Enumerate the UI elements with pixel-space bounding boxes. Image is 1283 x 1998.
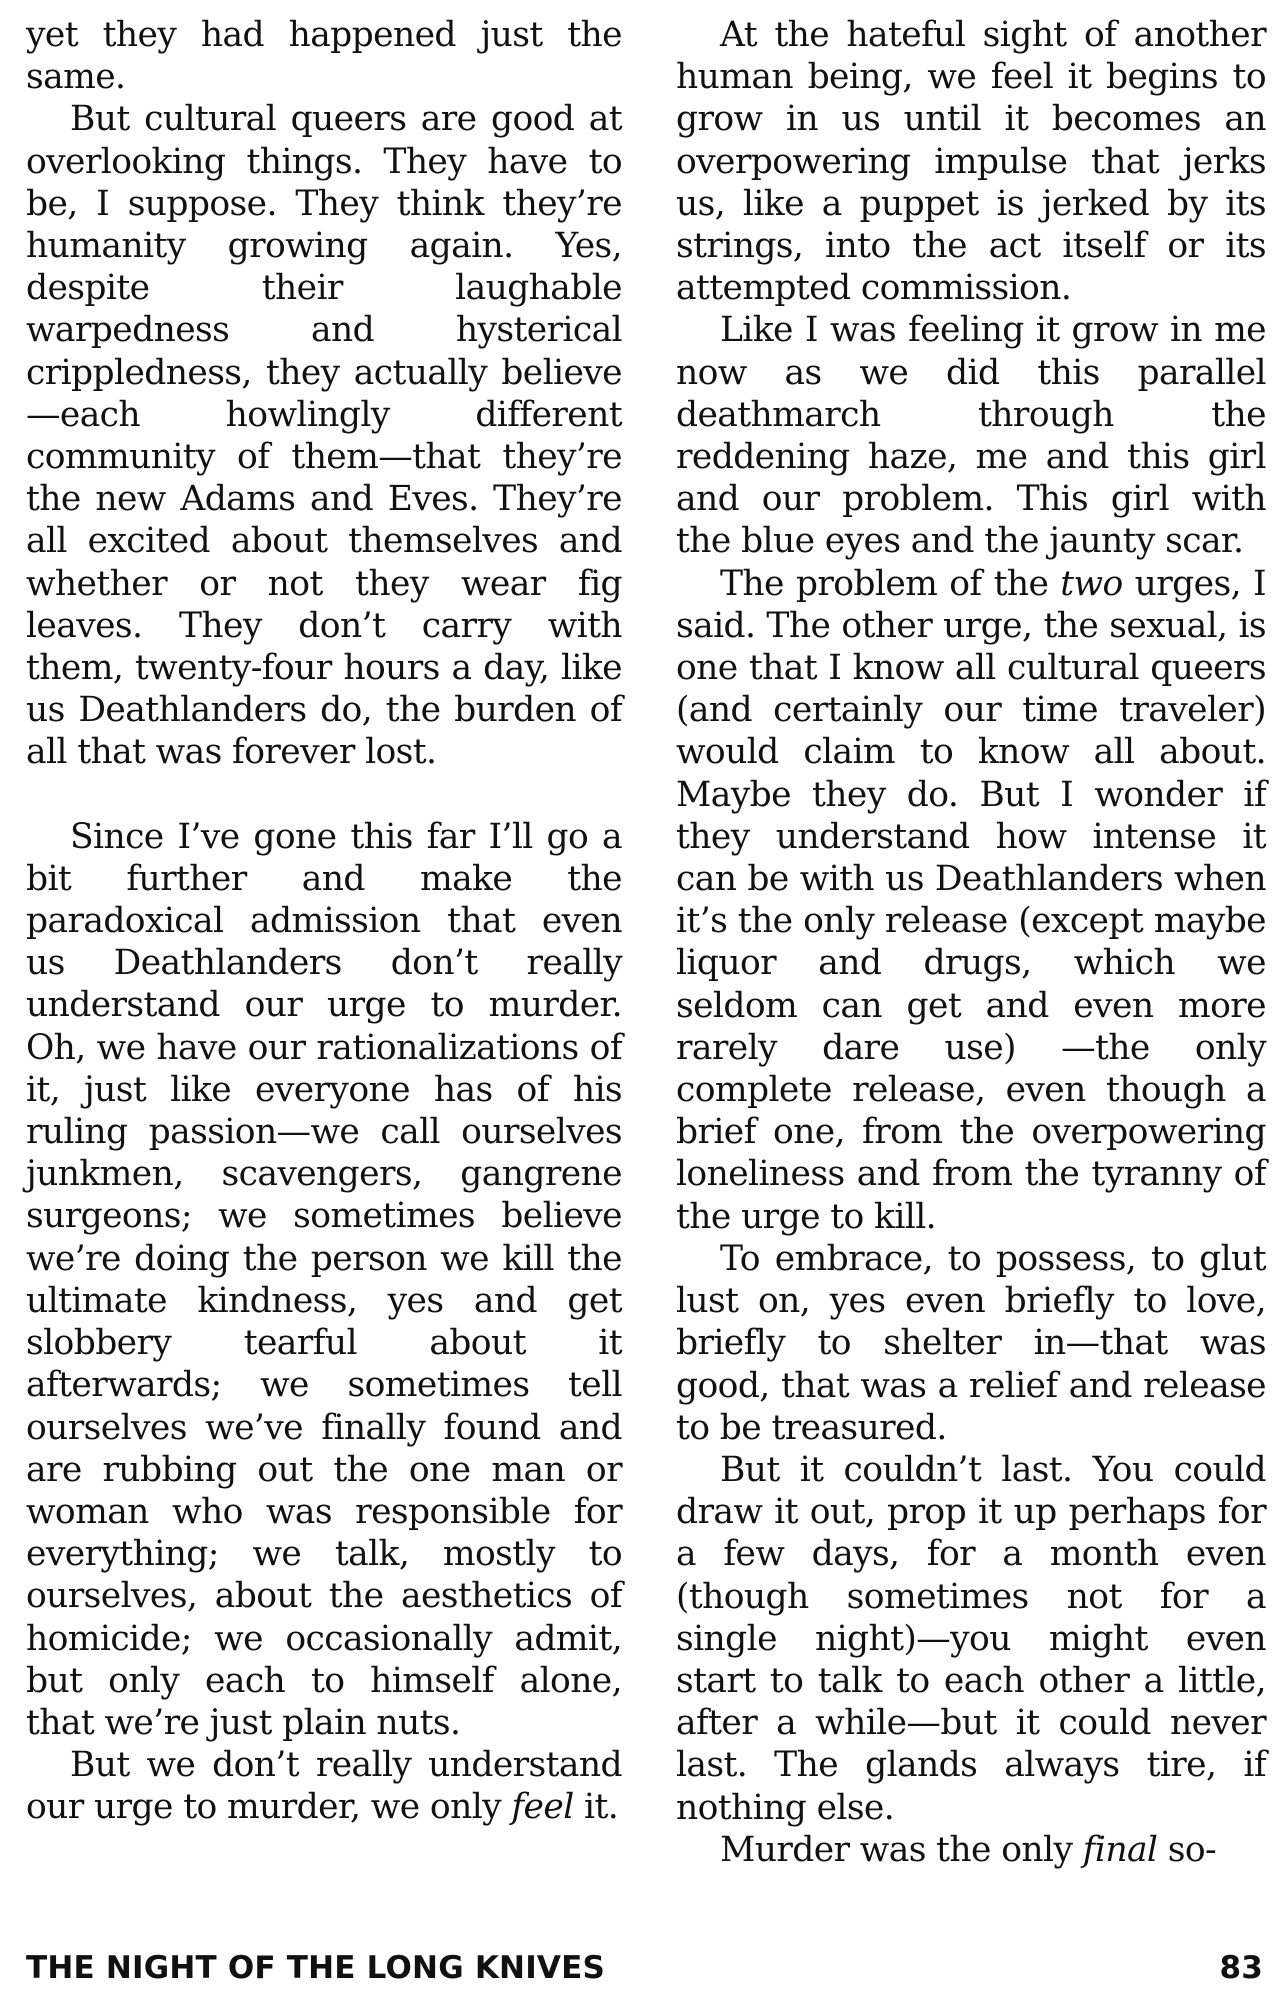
left-column bbox=[26, 14, 622, 1829]
text-run: urges, I said. The other urge, the sexual, is one that I know all cultural queers (and certainly our time traveler) would claim to know all about. Maybe they do. But I wonder if they understand how intense it can be with us Deathlanders when it’s the only release (except maybe liquor and drugs, which we seldom can get and even more rarely dare use) —the only complete release, even though a brief one, from the overpowering loneliness and from the tyranny of the urge to kill. bbox=[676, 563, 1266, 1237]
paragraph: Like I was feeling it grow in me now as we did this parallel deathmarch through the reddening haze, me and this girl and our problem. This girl with the blue eyes and the jaunty scar. bbox=[676, 310, 1266, 562]
paragraph: Since I’ve gone this far I’ll go a bit further and make the paradoxical admission that even us Deathlanders don’t really understand our urge to murder. Oh, we have our rationalizations of it, just like everyone has of his ruling passion—we call ourselves junkmen, scavengers, gangrene surgeons; we sometimes believe we’re doing the person we kill the ultimate kindness, yes and get slobbery tearful about it afterwards; we sometimes tell ourselves we’ve finally found and are rubbing out the one man or woman who was responsible for everything; we talk, mostly to ourselves, about the aesthetics of homicide; we occasionally admit, but only each to himself alone, that we’re just plain nuts. bbox=[26, 816, 622, 1743]
emphasis: final bbox=[1082, 1829, 1158, 1870]
text-run: it. bbox=[573, 1787, 619, 1828]
page-footer bbox=[26, 1950, 1263, 1990]
paragraph bbox=[676, 1829, 1266, 1871]
text-run: so- bbox=[1157, 1829, 1217, 1870]
text-run: The problem of the bbox=[720, 563, 1061, 604]
paragraph: To embrace, to possess, to glut lust on, yes even briefly to love, briefly to shelter in—that was good, that was a relief and release to be treasured. bbox=[676, 1238, 1266, 1448]
text-run: But we don’t really understand our urge to murder, we only bbox=[26, 1745, 622, 1828]
paragraph bbox=[676, 563, 1266, 1238]
emphasis: two bbox=[1060, 563, 1123, 604]
paragraph: But cultural queers are good at overlooking things. They have to be, I suppose. They think they’re humanity growing again. Yes, despite their laughable warpedness and hysterical crippledness, they actually believe—each howlingly different community of them—that they’re the new Adams and Eves. They’re all excited about themselves and whether or not they wear fig leaves. They don’t carry with them, twenty-four hours a day, like us Deathlanders do, the burden of all that was forever lost. bbox=[26, 99, 622, 773]
running-title: THE NIGHT OF THE LONG KNIVES bbox=[26, 1950, 606, 1986]
paragraph: yet they had happened just the same. bbox=[26, 15, 622, 98]
paragraph: At the hateful sight of another human being, we feel it begins to grow in us until it becomes an overpowering impulse that jerks us, like a puppet is jerked by its strings, into the act itself or its attempted commission. bbox=[676, 15, 1266, 309]
paragraph bbox=[26, 1744, 622, 1828]
paragraph: But it couldn’t last. You could draw it out, prop it up perhaps for a few days, for a month even (though sometimes not for a single night)—you might even start to talk to each other a little, after a while—but it could never last. The glands always tire, if nothing else. bbox=[676, 1449, 1266, 1828]
emphasis: feel bbox=[511, 1787, 574, 1828]
right-column bbox=[676, 14, 1266, 1871]
page-number: 83 bbox=[1219, 1950, 1263, 1986]
text-run: Murder was the only bbox=[720, 1829, 1083, 1870]
